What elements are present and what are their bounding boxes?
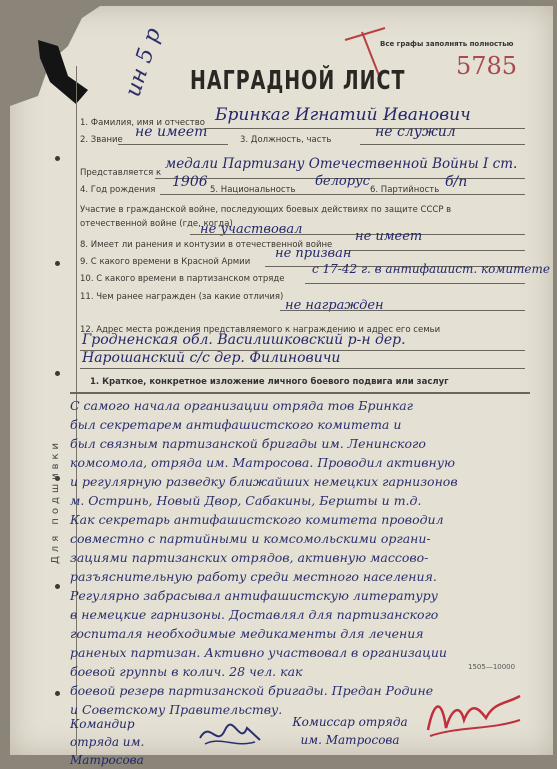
- field-underline: [160, 194, 525, 195]
- field-address-value-1: Гродненская обл. Василишковский р-н дер.: [82, 332, 406, 348]
- field-position-value: не служил: [375, 124, 456, 140]
- body-line: С самого начала организации отряда тов Бринкаг: [70, 398, 413, 413]
- field-war-value: не участвовал: [200, 222, 303, 237]
- body-line: совместно с партийными и комсомольскими органи-: [70, 531, 431, 546]
- field-name-label: 1. Фамилия, имя и отчество: [80, 118, 205, 128]
- field-address-value-2: Нарошанский с/с дер. Филиновичи: [82, 350, 341, 366]
- section-rule: [70, 392, 530, 394]
- field-name-value: Бринкаг Игнатий Иванович: [215, 105, 471, 125]
- body-line: раненых партизан. Активно участвовал в организации: [70, 645, 447, 660]
- body-line: и Советскому Правительству.: [70, 702, 283, 717]
- field-partisan-value: с 17-42 г. в антифашист. комитете: [312, 262, 551, 276]
- body-line: был секретарем антифашистского комитета и: [70, 417, 402, 432]
- field-nationality-value: белорус: [315, 174, 370, 189]
- body-line: госпиталя необходимые медикаменты для лечения: [70, 626, 424, 641]
- field-award-value: медали Партизану Отечественной Войны I ст.: [165, 156, 518, 172]
- body-line: разъяснительную работу среди местного населения.: [70, 569, 437, 584]
- torn-corner: [10, 6, 100, 106]
- page-title: НАГРАДНОЙ ЛИСТ: [190, 66, 406, 96]
- body-line: был связным партизанской бригады им. Ленинского: [70, 436, 426, 451]
- binding-label: Для подшивки: [50, 438, 61, 564]
- field-wounds-value: не имеет: [355, 229, 423, 244]
- field-party-value: б/п: [445, 174, 468, 190]
- commander-signature-label: Командир отряда им. Матросова: [70, 717, 145, 767]
- field-awards-value: не награжден: [285, 298, 384, 313]
- field-position-label: 3. Должность, часть: [240, 135, 332, 145]
- commander-signature: [195, 718, 265, 750]
- handwritten-mark-left: ин 5 р: [120, 25, 167, 100]
- body-line: комсомола, отряда им. Матросова. Проводил активную: [70, 455, 456, 470]
- field-partisan-label: 10. С какого времени в партизанском отряде: [80, 274, 285, 284]
- body-line: и регулярную разведку ближайших немецких гарнизонов: [70, 474, 458, 489]
- print-run-number: 1505—10000: [468, 663, 516, 671]
- field-underline: [118, 144, 228, 145]
- field-address-label: 12. Адрес места рождения представляемого к награждению и адрес его семьи: [80, 325, 441, 335]
- field-underline: [280, 310, 525, 311]
- field-underline: [80, 368, 525, 369]
- field-underline: [360, 144, 525, 145]
- body-line: Регулярно забрасывал антифашистскую литературу: [70, 588, 438, 603]
- body-line: боевой резерв партизанской бригады. Предан Родине: [70, 683, 434, 698]
- field-awards-label: 11. Чем ранее награжден (за какие отличия): [80, 292, 284, 302]
- body-line: м. Остринь, Новый Двор, Сабакины, Бершты и т.д.: [70, 493, 422, 508]
- field-nationality-label: 5. Национальность: [210, 185, 296, 195]
- field-underline: [345, 250, 525, 251]
- field-wounds-label: 8. Имеет ли ранения и контузии в отечественной войне: [80, 240, 333, 250]
- section-title: 1. Краткое, конкретное изложение личного боевого подвига или заслуг: [90, 377, 449, 387]
- field-party-label: 6. Партийность: [370, 185, 440, 195]
- body-line: зациями партизанских отрядов, активную массово-: [70, 550, 429, 565]
- fill-note: Все графы заполнять полностью: [380, 40, 514, 48]
- field-award-label: Представляется к: [80, 168, 162, 178]
- handwritten-mark-right: 5785: [456, 52, 518, 80]
- field-rank-value: не имеет: [135, 124, 208, 140]
- commissar-signature-label: Комиссар отряда им. Матросова: [292, 715, 408, 747]
- field-birthyear-value: 1906: [172, 174, 208, 190]
- body-line: Как секретарь антифашистского комитета проводил: [70, 512, 444, 527]
- field-underline: [305, 283, 525, 284]
- body-line: боевой группы в колич. 28 чел. как: [70, 664, 303, 679]
- field-underline: [205, 128, 525, 129]
- field-birthyear-label: 4. Год рождения: [80, 185, 156, 195]
- field-rank-label: 2. Звание: [80, 135, 123, 145]
- body-line: в немецкие гарнизоны. Доставлял для партизанского: [70, 607, 439, 622]
- field-war-label: Участие в гражданской войне, последующих боевых действиях по защите СССР в отечественной войне (где, когда): [80, 205, 452, 229]
- field-army-label: 9. С какого времени в Красной Армии: [80, 257, 251, 267]
- field-army-value: не призван: [275, 246, 352, 261]
- commissar-signature: [420, 690, 530, 745]
